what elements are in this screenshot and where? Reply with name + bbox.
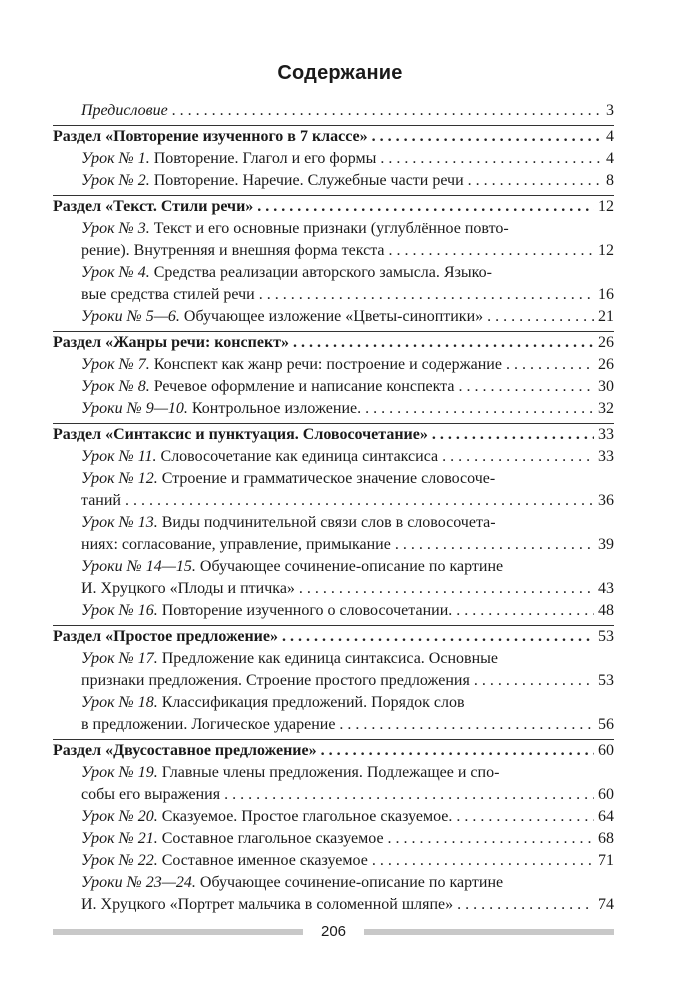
page-ref: 74 bbox=[598, 896, 614, 913]
lesson-text-line bbox=[81, 556, 614, 578]
leader-dots bbox=[468, 170, 602, 192]
toc-line bbox=[53, 126, 614, 148]
lesson-text: Сказуемое. Простое глагольное сказуемое. bbox=[157, 808, 453, 825]
lesson-title bbox=[81, 600, 452, 622]
lesson-text: признаки предложения. Строение простого предложения bbox=[81, 672, 470, 689]
lesson-number: Урок № 22. bbox=[81, 852, 158, 869]
toc-entry bbox=[53, 423, 614, 446]
lesson-text: Повторение. Наречие. Служебные части речи bbox=[149, 172, 464, 189]
toc-line bbox=[81, 376, 614, 398]
lesson-text: Строение и грамматическое значение словосоче- bbox=[157, 470, 496, 487]
page-ref: 56 bbox=[598, 716, 614, 733]
lesson-number: Урок № 8. bbox=[81, 378, 150, 395]
toc-line bbox=[81, 534, 614, 556]
lesson-text: Составное именное сказуемое bbox=[157, 852, 368, 869]
toc-entry bbox=[53, 446, 614, 468]
lesson-text: рение). Внутренняя и внешняя форма текста bbox=[81, 242, 385, 259]
lesson-number: Урок № 11. bbox=[81, 448, 157, 465]
lesson-number: Урок № 1. bbox=[81, 150, 150, 167]
toc-line bbox=[81, 170, 614, 192]
lesson-number: Урок № 17. bbox=[81, 650, 158, 667]
lesson-number: Урок № 7. bbox=[81, 356, 150, 373]
leader-dots bbox=[125, 490, 594, 512]
lesson-text: Повторение изученного о словосочетании. bbox=[157, 602, 453, 619]
section-title: Раздел «Повторение изученного в 7 классе» bbox=[53, 128, 368, 145]
toc-entry bbox=[53, 600, 614, 622]
lesson-number: Урок № 12. bbox=[81, 470, 158, 487]
toc-line bbox=[81, 306, 614, 328]
lesson-text: ниях: согласование, управление, примыкание bbox=[81, 536, 391, 553]
toc-entry bbox=[53, 625, 614, 648]
lesson-text: Составное глагольное сказуемое bbox=[157, 830, 384, 847]
section-title: Раздел «Двусоставное предложение» bbox=[53, 742, 317, 759]
lesson-number: Урок № 20. bbox=[81, 808, 158, 825]
lesson-number: Урок № 18. bbox=[81, 694, 158, 711]
lesson-text: Главные члены предложения. Подлежащее и спо- bbox=[157, 764, 500, 781]
page-title: Содержание bbox=[277, 62, 403, 84]
lesson-number: Уроки № 14—15. bbox=[81, 558, 196, 575]
lesson-title bbox=[81, 850, 368, 872]
lesson-number: Урок № 4. bbox=[81, 264, 150, 281]
toc-entry bbox=[53, 100, 614, 122]
toc-entry bbox=[53, 468, 614, 512]
lesson-text: Текст и его основные признаки (углублённое повто- bbox=[149, 220, 509, 237]
toc-line bbox=[53, 196, 614, 218]
page-ref: 8 bbox=[606, 172, 614, 189]
lesson-text: вые средства стилей речи bbox=[81, 286, 255, 303]
toc-line bbox=[81, 398, 614, 420]
lesson-text: И. Хруцкого «Плоды и птичка» bbox=[81, 580, 295, 597]
leader-dots bbox=[282, 626, 594, 648]
lesson-text-line bbox=[81, 512, 614, 534]
toc-line bbox=[81, 284, 614, 306]
page-ref: 33 bbox=[598, 426, 614, 443]
leader-dots bbox=[389, 240, 594, 262]
toc-entry bbox=[53, 398, 614, 420]
leader-dots bbox=[395, 534, 594, 556]
lesson-text: Конспект как жанр речи: построение и содержание bbox=[149, 356, 502, 373]
lesson-number: Урок № 2. bbox=[81, 172, 150, 189]
page-ref: 16 bbox=[598, 286, 614, 303]
toc-line bbox=[53, 740, 614, 762]
toc-line bbox=[81, 784, 614, 806]
toc-line bbox=[81, 100, 614, 122]
page-ref: 60 bbox=[598, 742, 614, 759]
section-title: Раздел «Текст. Стили речи» bbox=[53, 198, 254, 215]
page-ref: 39 bbox=[598, 536, 614, 553]
toc-entry bbox=[53, 828, 614, 850]
leader-dots bbox=[172, 100, 602, 122]
toc-line bbox=[81, 446, 614, 468]
lesson-number: Урок № 21. bbox=[81, 830, 158, 847]
toc-entry bbox=[53, 125, 614, 148]
page-ref: 71 bbox=[598, 852, 614, 869]
page-ref: 60 bbox=[598, 786, 614, 803]
toc-entry bbox=[53, 306, 614, 328]
toc-line bbox=[81, 670, 614, 692]
lesson-number: Урок № 13. bbox=[81, 514, 158, 531]
lesson-number: Урок № 3. bbox=[81, 220, 150, 237]
toc-line bbox=[81, 240, 614, 262]
leader-dots bbox=[259, 284, 594, 306]
toc-entry bbox=[53, 739, 614, 762]
leader-dots bbox=[372, 126, 602, 148]
page-ref: 26 bbox=[598, 356, 614, 373]
page-ref: 53 bbox=[598, 628, 614, 645]
leader-dots bbox=[293, 332, 594, 354]
leader-dots bbox=[339, 714, 594, 736]
toc-line bbox=[53, 424, 614, 446]
lesson-text: Обучающее изложение «Цветы-синоптики» bbox=[179, 308, 484, 325]
toc-line bbox=[81, 354, 614, 376]
lesson-text-line bbox=[81, 762, 614, 784]
toc-line bbox=[81, 578, 614, 600]
leader-dots bbox=[487, 306, 594, 328]
section-title: Раздел «Простое предложение» bbox=[53, 628, 278, 645]
lesson-number: Уроки № 9—10. bbox=[81, 400, 188, 417]
toc-entry bbox=[53, 512, 614, 556]
table-of-contents bbox=[53, 100, 614, 916]
lesson-text: в предложении. Логическое ударение bbox=[81, 716, 336, 733]
lesson-text: таний bbox=[81, 492, 121, 509]
toc-line bbox=[81, 894, 614, 916]
toc-entry bbox=[53, 148, 614, 170]
section-title: Раздел «Жанры речи: конспект» bbox=[53, 334, 290, 351]
lesson-text: Контрольное изложение. bbox=[187, 400, 362, 417]
lesson-text: Предложение как единица синтаксиса. Основные bbox=[157, 650, 498, 667]
leader-dots bbox=[457, 894, 594, 916]
toc-line bbox=[53, 626, 614, 648]
toc-entry bbox=[53, 762, 614, 806]
toc-entry bbox=[53, 170, 614, 192]
lesson-title bbox=[81, 806, 452, 828]
toc-line bbox=[81, 714, 614, 736]
lesson-number: Урок № 16. bbox=[81, 602, 158, 619]
page-footer bbox=[53, 922, 614, 942]
leader-dots bbox=[442, 446, 594, 468]
lesson-number: Уроки № 5—6. bbox=[81, 308, 180, 325]
lesson-text: Обучающее сочинение-описание по картине bbox=[195, 558, 504, 575]
page-ref: 68 bbox=[598, 830, 614, 847]
page-number: 206 bbox=[320, 923, 347, 940]
toc-line bbox=[81, 828, 614, 850]
lesson-text: Словосочетание как единица синтаксиса bbox=[156, 448, 439, 465]
leader-dots bbox=[506, 354, 594, 376]
leader-dots bbox=[365, 398, 594, 420]
lesson-text: Обучающее сочинение-описание по картине bbox=[195, 874, 504, 891]
lesson-text-line bbox=[81, 468, 614, 490]
leader-dots bbox=[456, 600, 594, 622]
page-ref: 36 bbox=[598, 492, 614, 509]
lesson-text-line bbox=[81, 692, 614, 714]
toc-line bbox=[81, 490, 614, 512]
leader-dots bbox=[321, 740, 594, 762]
lesson-text: Средства реализации авторского замысла. Языко- bbox=[149, 264, 492, 281]
lesson-text: собы его выражения bbox=[81, 786, 221, 803]
toc-line bbox=[81, 850, 614, 872]
lesson-title bbox=[81, 446, 438, 468]
lesson-text: Повторение. Глагол и его формы bbox=[149, 150, 377, 167]
page-ref: 4 bbox=[606, 150, 614, 167]
section-title: Раздел «Синтаксис и пунктуация. Словосочетание» bbox=[53, 426, 428, 443]
toc-entry bbox=[53, 556, 614, 600]
toc-line bbox=[53, 332, 614, 354]
intro-title bbox=[81, 100, 168, 122]
page-ref: 26 bbox=[598, 334, 614, 351]
page-ref: 43 bbox=[598, 580, 614, 597]
page-ref: 48 bbox=[598, 602, 614, 619]
lesson-number: Урок № 19. bbox=[81, 764, 158, 781]
lesson-text: Виды подчинительной связи слов в словосочета- bbox=[157, 514, 496, 531]
intro-label: Предисловие bbox=[81, 102, 168, 119]
toc-entry bbox=[53, 648, 614, 692]
lesson-text-line bbox=[81, 872, 614, 894]
page-ref: 21 bbox=[598, 308, 614, 325]
lesson-text-line bbox=[81, 218, 614, 240]
lesson-text-line bbox=[81, 648, 614, 670]
toc-entry bbox=[53, 376, 614, 398]
toc-line bbox=[81, 806, 614, 828]
footer-bar-right bbox=[364, 929, 614, 935]
toc-entry bbox=[53, 806, 614, 828]
leader-dots bbox=[474, 670, 594, 692]
leader-dots bbox=[299, 578, 594, 600]
page-ref: 12 bbox=[598, 242, 614, 259]
page-ref: 33 bbox=[598, 448, 614, 465]
lesson-text-line bbox=[81, 262, 614, 284]
page-ref: 3 bbox=[606, 102, 614, 119]
lesson-title bbox=[81, 376, 454, 398]
page-ref: 64 bbox=[598, 808, 614, 825]
leader-dots bbox=[380, 148, 602, 170]
lesson-title bbox=[81, 148, 376, 170]
leader-dots bbox=[458, 376, 594, 398]
toc-entry bbox=[53, 692, 614, 736]
lesson-text: Речевое оформление и написание конспекта bbox=[149, 378, 455, 395]
toc-entry bbox=[53, 218, 614, 262]
lesson-title bbox=[81, 306, 483, 328]
leader-dots bbox=[388, 828, 594, 850]
lesson-text: Классификация предложений. Порядок слов bbox=[157, 694, 465, 711]
lesson-title bbox=[81, 170, 464, 192]
page-ref: 12 bbox=[598, 198, 614, 215]
toc-entry bbox=[53, 331, 614, 354]
leader-dots bbox=[224, 784, 594, 806]
lesson-number: Уроки № 23—24. bbox=[81, 874, 196, 891]
leader-dots bbox=[432, 424, 594, 446]
toc-entry bbox=[53, 850, 614, 872]
toc-entry bbox=[53, 354, 614, 376]
page-ref: 4 bbox=[606, 128, 614, 145]
toc-entry bbox=[53, 262, 614, 306]
lesson-text: И. Хруцкого «Портрет мальчика в соломенной шляпе» bbox=[81, 896, 454, 913]
lesson-title bbox=[81, 828, 384, 850]
toc-line bbox=[81, 600, 614, 622]
page-ref: 30 bbox=[598, 378, 614, 395]
lesson-title bbox=[81, 398, 361, 420]
page-ref: 32 bbox=[598, 400, 614, 417]
toc-line bbox=[81, 148, 614, 170]
page-ref: 53 bbox=[598, 672, 614, 689]
toc-entry bbox=[53, 195, 614, 218]
leader-dots bbox=[372, 850, 594, 872]
lesson-title bbox=[81, 354, 502, 376]
leader-dots bbox=[257, 196, 594, 218]
toc-entry bbox=[53, 872, 614, 916]
leader-dots bbox=[456, 806, 594, 828]
